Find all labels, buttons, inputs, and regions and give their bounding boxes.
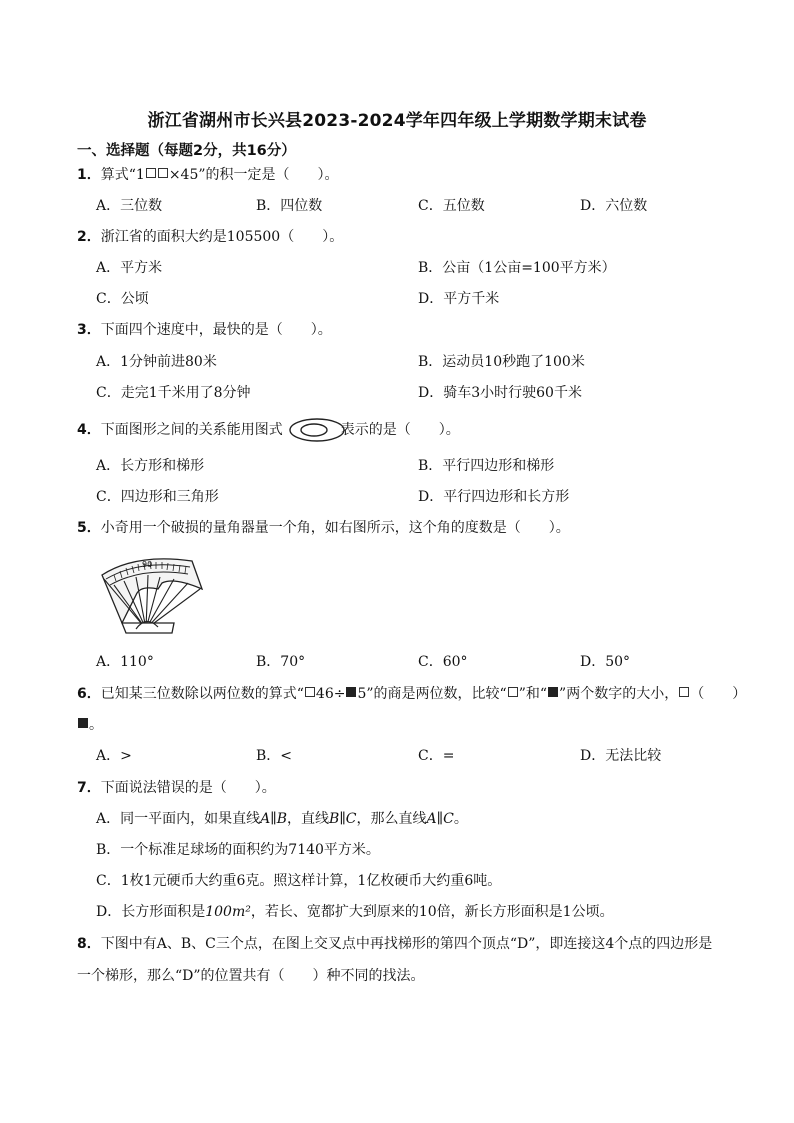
question-text: ”和“	[518, 686, 548, 702]
question-number: 4．	[77, 422, 101, 438]
blank-square-icon	[305, 687, 315, 697]
question-text: 已知某三位数除以两位数的算式“	[100, 686, 304, 702]
question-number: 6．	[77, 686, 101, 702]
option-text: 。	[453, 811, 468, 827]
math-symbol: C	[345, 811, 357, 827]
option-c: C．走完1千米用了8分钟	[96, 385, 251, 401]
option-d	[96, 902, 614, 922]
option-d: D．无法比较	[580, 748, 662, 764]
parallel-symbol: ∥	[339, 811, 346, 827]
question-text: 浙江省的面积大约是105500（ ）。	[100, 229, 344, 245]
page-title: 浙江省湖州市长兴县2023-2024学年四年级上学期数学期末试卷	[147, 111, 647, 131]
question-number: 5．	[77, 520, 101, 536]
option-a: A．110°	[96, 654, 154, 670]
section-heading-choice: 一、选择题（每题2分，共16分）	[77, 143, 296, 159]
question-number: 8．	[77, 936, 101, 952]
question-text: 小奇用一个破损的量角器量一个角，如右图所示，这个角的度数是（ ）。	[100, 520, 570, 536]
math-symbol: B	[329, 811, 340, 827]
option-d: D．平方千米	[418, 291, 500, 307]
option-c: C．五位数	[418, 198, 485, 214]
broken-protractor-figure	[96, 549, 208, 639]
filled-square-icon	[78, 718, 88, 728]
option-d: D．50°	[580, 654, 631, 670]
question-text: 算式“1	[100, 167, 145, 183]
option-b: B．一个标准足球场的面积约为7140平方米。	[96, 842, 380, 858]
math-symbol: A	[426, 811, 437, 827]
option-text: ，直线	[287, 811, 330, 827]
question-2	[77, 227, 343, 247]
blank-square-icon	[158, 168, 168, 178]
option-a: A．>	[96, 748, 132, 764]
blank-square-icon	[146, 168, 156, 178]
option-b: B．公亩（1公亩=100平方米）	[418, 260, 616, 276]
question-text: 下面四个速度中，最快的是（ ）。	[100, 322, 332, 338]
question-text: 下面说法错误的是（ ）。	[100, 780, 276, 796]
option-c: C．四边形和三角形	[96, 489, 219, 505]
question-text: 表示的是（ ）。	[340, 422, 460, 438]
option-c: C．公顷	[96, 291, 149, 307]
option-text: ，若长、宽都扩大到原来的10倍，新长方形面积是1公顷。	[250, 904, 614, 920]
math-expression: 100m²	[205, 904, 251, 920]
question-6	[77, 684, 746, 704]
question-text: ×45”的积一定是（ ）。	[168, 167, 339, 183]
question-text: ”两个数字的大小，	[559, 686, 679, 702]
parallel-symbol: ∥	[270, 811, 277, 827]
question-text: 46÷	[315, 686, 346, 702]
question-text: （ ）	[690, 686, 747, 702]
question-number: 2．	[77, 229, 101, 245]
filled-square-icon	[548, 687, 558, 697]
question-4	[77, 420, 460, 440]
option-a: A．1分钟前进80米	[96, 354, 217, 370]
option-b: B．运动员10秒跑了100米	[418, 354, 585, 370]
question-text: 5”的商是两位数，比较“	[357, 686, 507, 702]
question-7	[77, 778, 276, 798]
option-a: A．三位数	[96, 198, 163, 214]
math-symbol: C	[443, 811, 454, 827]
question-8	[77, 934, 712, 954]
option-b: B．70°	[256, 654, 306, 670]
option-d: D．六位数	[580, 198, 648, 214]
option-d: D．骑车3小时行驶60千米	[418, 385, 582, 401]
option-c: C．=	[418, 748, 455, 764]
question-number: 1．	[77, 167, 101, 183]
option-b: B．四位数	[256, 198, 323, 214]
option-b: B．平行四边形和梯形	[418, 458, 555, 474]
math-symbol: A	[260, 811, 271, 827]
question-5	[77, 518, 570, 538]
option-b: B．<	[256, 748, 293, 764]
question-number: 7．	[77, 780, 101, 796]
math-symbol: B	[276, 811, 288, 827]
question-8-line2: 一个梯形，那么“D”的位置共有（ ）种不同的找法。	[77, 968, 425, 984]
question-text: 下面图形之间的关系能用图式	[100, 422, 283, 438]
question-6-line2: 。	[77, 715, 103, 735]
option-text: D．长方形面积是	[96, 904, 206, 920]
nested-ellipse-diagram	[288, 417, 346, 443]
blank-square-icon	[508, 687, 518, 697]
question-3	[77, 320, 332, 340]
option-text: ，那么直线	[356, 811, 427, 827]
option-d: D．平行四边形和长方形	[418, 489, 570, 505]
option-a	[96, 809, 468, 829]
option-c: C．1枚1元硬币大约重6克。照这样计算，1亿枚硬币大约重6吨。	[96, 873, 502, 889]
question-text: 下图中有A、B、C三个点，在图上交叉点中再找梯形的第四个顶点“D”，即连接这4个点的四边形是	[100, 936, 713, 952]
question-number: 3．	[77, 322, 101, 338]
option-c: C．60°	[418, 654, 468, 670]
option-a: A．长方形和梯形	[96, 458, 205, 474]
parallel-symbol: ∥	[436, 811, 444, 827]
option-a: A．平方米	[96, 260, 163, 276]
protractor-label: 90	[142, 560, 153, 569]
question-1	[77, 165, 339, 185]
filled-square-icon	[346, 687, 356, 697]
blank-square-icon	[679, 687, 689, 697]
option-text: A．同一平面内，如果直线	[96, 811, 261, 827]
